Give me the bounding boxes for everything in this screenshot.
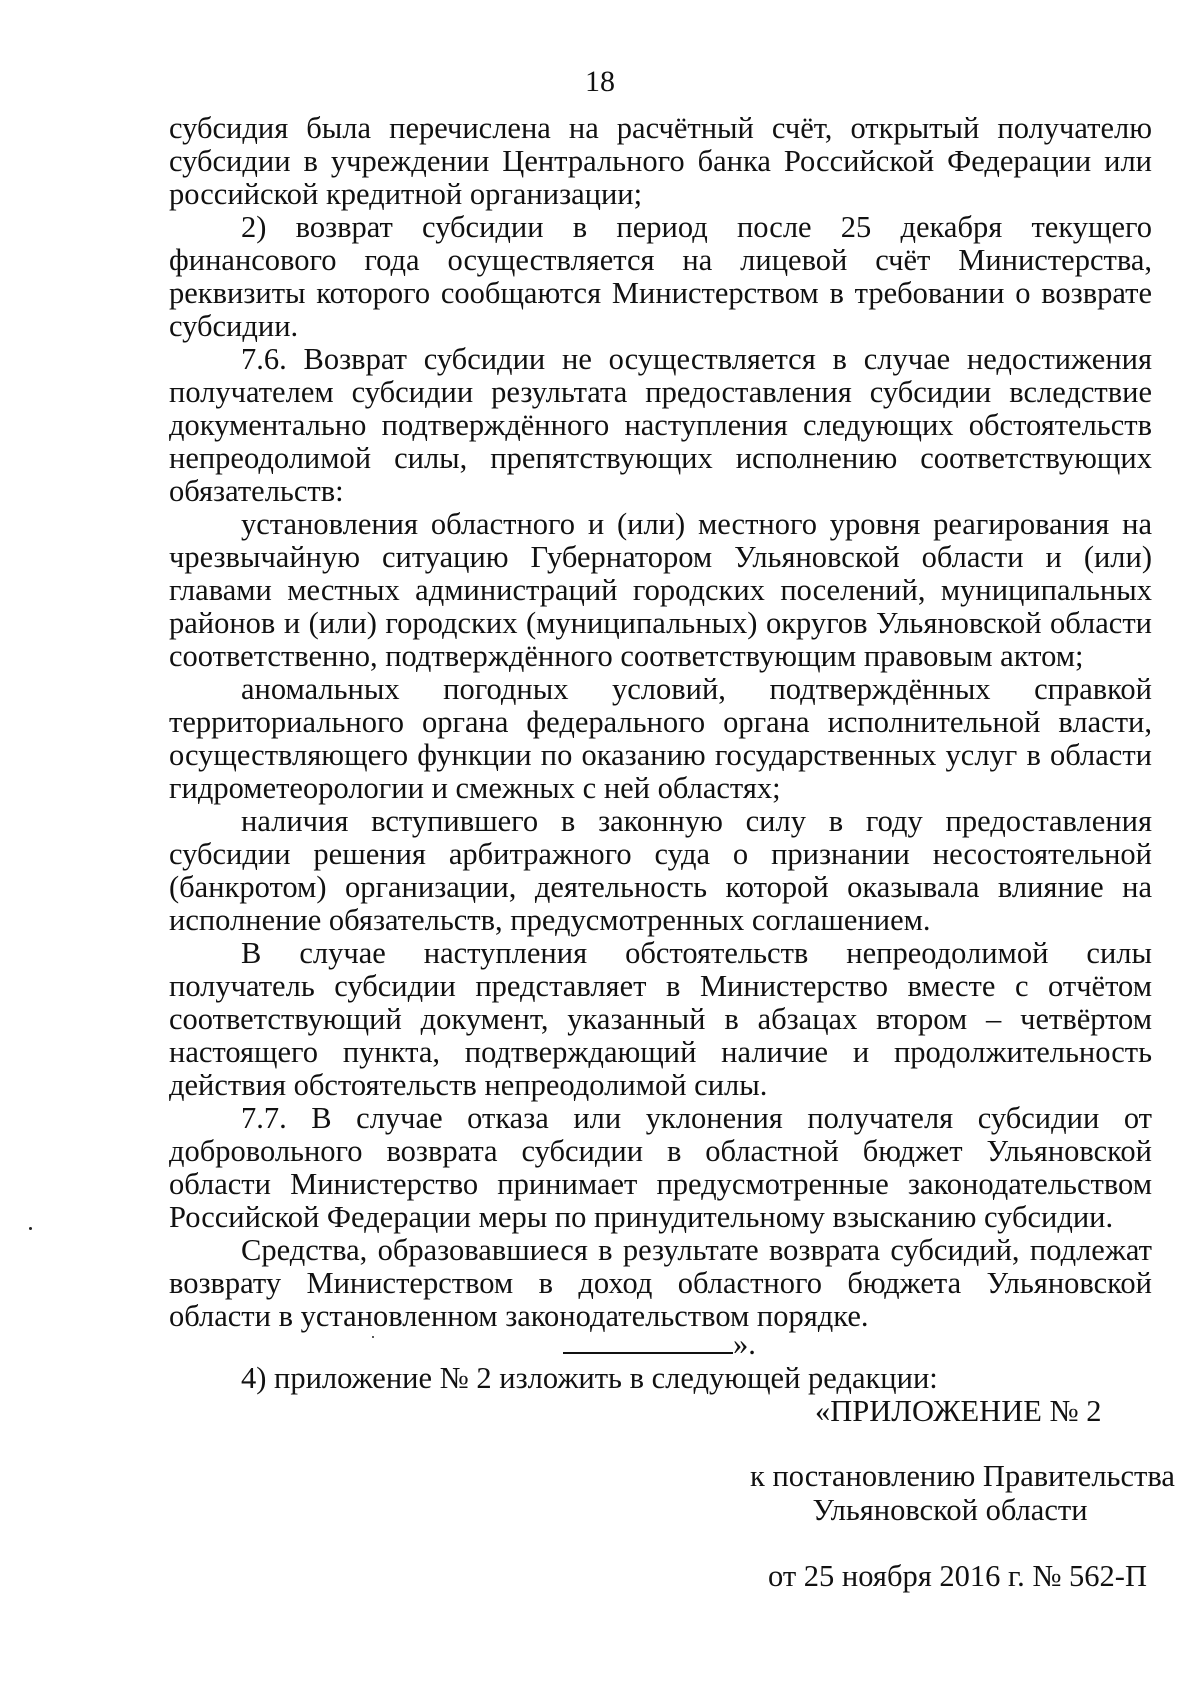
closing-rule [563, 1330, 733, 1354]
scan-speck [29, 1227, 32, 1230]
paragraph: установления областного и (или) местного уровня реагирования на чрезвычайную ситуацию Губернатором Ульяновской области и (или) главами местных администраций городских поселений, муниципальных районов и (или) городских (муниципальных) округов Ульяновской области соответственно, подтверждённого соответствующим правовым актом; [169, 507, 1152, 673]
appendix-ref-line: Ульяновской области [812, 1493, 1088, 1527]
amendment-item-4: 4) приложение № 2 изложить в следующей редакции: [241, 1361, 938, 1395]
page-number: 18 [585, 65, 615, 98]
paragraph: аномальных погодных условий, подтверждённых справкой территориального органа федерального органа исполнительной власти, осуществляющего функции по оказанию государственных услуг в области гидрометеорологии и смежных с ней областях; [169, 672, 1152, 805]
paragraph: 7.6. Возврат субсидии не осуществляется в случае недостижения получателем субсидии результата предоставления субсидии вследствие документально подтверждённого наступления следующих обстоятельств непреодолимой силы, препятствующих исполнению соответствующих обязательств: [169, 342, 1152, 508]
paragraph: 2) возврат субсидии в период после 25 декабря текущего финансового года осуществляется на лицевой счёт Министерства, реквизиты которого сообщаются Министерством в требовании о возврате субсидии. [169, 210, 1152, 343]
appendix-reference [750, 1459, 1175, 1527]
closing-quote: ». [733, 1327, 756, 1361]
paragraph: 7.7. В случае отказа или уклонения получателя субсидии от добровольного возврата субсидии в областной бюджет Ульяновской области Министерство принимает предусмотренные законодательством Российской Федерации меры по принудительному взысканию субсидии. [169, 1101, 1152, 1234]
paragraph: субсидия была перечислена на расчётный счёт, открытый получателю субсидии в учреждении Центрального банка Российской Федерации или российской кредитной организации; [169, 111, 1152, 211]
scan-speck [372, 1336, 374, 1338]
paragraph: наличия вступившего в законную силу в году предоставления субсидии решения арбитражного суда о признании несостоятельной (банкротом) организации, деятельность которой оказывала влияние на исполнение обязательств, предусмотренных соглашением. [169, 804, 1152, 937]
appendix-ref-line: к постановлению Правительства [750, 1459, 1175, 1493]
document-body [169, 112, 1152, 1333]
paragraph: Средства, образовавшиеся в результате возврата субсидий, подлежат возврату Министерством в доход областного бюджета Ульяновской области в установленном законодательством порядке. [169, 1233, 1152, 1333]
appendix-date: от 25 ноября 2016 г. № 562-П [768, 1559, 1147, 1593]
closing-line [563, 1328, 756, 1361]
paragraph: В случае наступления обстоятельств непреодолимой силы получатель субсидии представляет в Министерство вместе с отчётом соответствующий документ, указанный в абзацах втором – четвёртом настоящего пункта, подтверждающий наличие и продолжительность действия обстоятельств непреодолимой силы. [169, 936, 1152, 1102]
appendix-title: «ПРИЛОЖЕНИЕ № 2 [815, 1394, 1102, 1428]
